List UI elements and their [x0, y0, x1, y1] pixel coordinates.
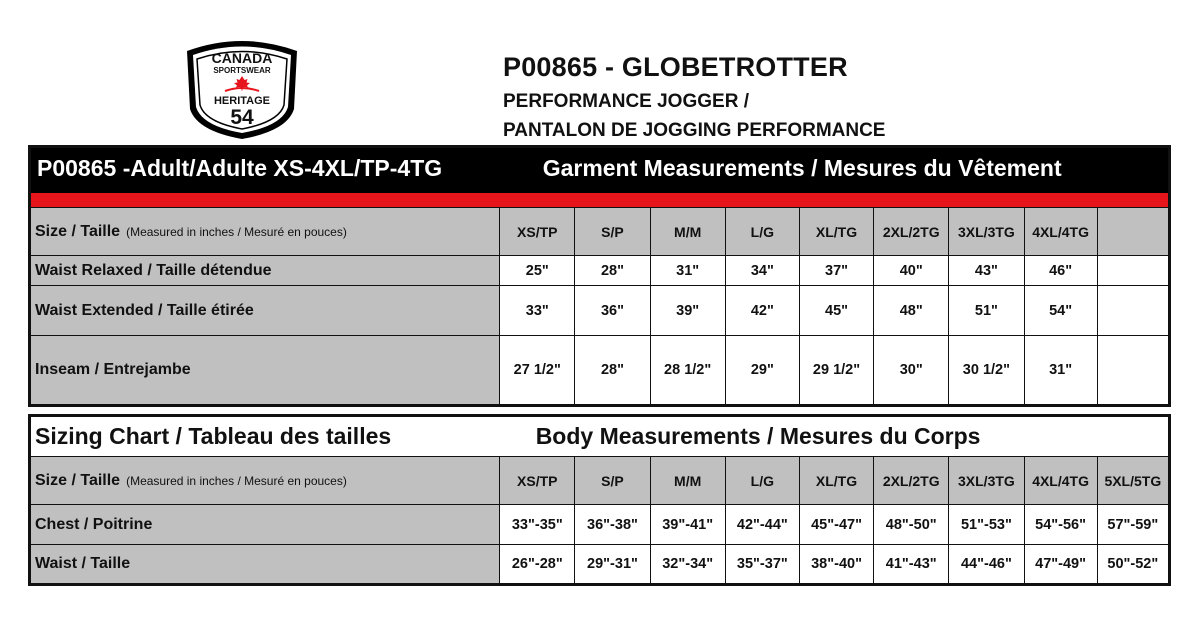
size-cell: 3XL/3TG: [949, 457, 1024, 505]
table-row: [30, 336, 1170, 406]
heritage-54-badge: [181, 37, 303, 141]
value-cell: 29"-31": [575, 545, 650, 585]
table-row: [30, 256, 1170, 286]
garment-table-header: [30, 147, 1170, 190]
red-accent-bar: [30, 193, 1170, 208]
value-cell: [1097, 336, 1169, 406]
value-cell: 51"-53": [949, 505, 1024, 545]
value-cell: 57"-59": [1097, 505, 1169, 545]
size-label: Size / Taille (Measured in inches / Mesuré en pouces): [30, 208, 500, 256]
size-header-row: [30, 208, 1170, 256]
value-cell: 29 1/2": [799, 336, 873, 406]
row-label: Chest / Poitrine: [30, 505, 500, 545]
value-cell: 25": [500, 256, 575, 286]
value-cell: 48": [874, 286, 949, 336]
value-cell: 31": [650, 256, 725, 286]
value-cell: 36"-38": [575, 505, 650, 545]
size-cell: [1097, 208, 1169, 256]
value-cell: 30 1/2": [949, 336, 1024, 406]
product-subtitle-fr: PANTALON DE JOGGING PERFORMANCE: [503, 120, 886, 141]
svg-text:SPORTSWEAR: SPORTSWEAR: [213, 66, 271, 75]
body-measurements-table: [28, 414, 1171, 586]
size-cell: 4XL/4TG: [1024, 208, 1097, 256]
value-cell: 34": [725, 256, 799, 286]
size-unit-note: (Measured in inches / Mesuré en pouces): [126, 224, 347, 239]
value-cell: 28": [575, 336, 650, 406]
value-cell: 38"-40": [799, 545, 873, 585]
value-cell: 27 1/2": [500, 336, 575, 406]
value-cell: 28 1/2": [650, 336, 725, 406]
size-cell: XS/TP: [500, 457, 575, 505]
row-label: Waist / Taille: [30, 545, 500, 585]
value-cell: 46": [1024, 256, 1097, 286]
size-cell: S/P: [575, 457, 650, 505]
row-label: Waist Relaxed / Taille détendue: [30, 256, 500, 286]
product-subtitle-en: PERFORMANCE JOGGER /: [503, 91, 749, 112]
body-measurements-title: Body Measurements / Mesures du Corps: [500, 416, 1170, 457]
size-cell: L/G: [725, 208, 799, 256]
table-row: [30, 545, 1170, 585]
garment-measurements-title: Garment Measurements / Mesures du Vêtement: [500, 147, 1170, 190]
value-cell: 39"-41": [650, 505, 725, 545]
value-cell: 45": [799, 286, 873, 336]
value-cell: 33": [500, 286, 575, 336]
value-cell: 35"-37": [725, 545, 799, 585]
sizing-chart-title: Sizing Chart / Tableau des tailles: [30, 416, 500, 457]
value-cell: [1097, 256, 1169, 286]
size-cell: 5XL/5TG: [1097, 457, 1169, 505]
size-cell: 2XL/2TG: [874, 208, 949, 256]
size-label: Size / Taille (Measured in inches / Mesuré en pouces): [30, 457, 500, 505]
svg-text:CANADA: CANADA: [211, 50, 273, 66]
size-cell: XL/TG: [799, 457, 873, 505]
value-cell: 42"-44": [725, 505, 799, 545]
garment-measurements-table: [28, 145, 1171, 407]
value-cell: 54"-56": [1024, 505, 1097, 545]
size-header-row: [30, 457, 1170, 505]
svg-text:54: 54: [230, 106, 254, 129]
value-cell: 43": [949, 256, 1024, 286]
value-cell: [1097, 286, 1169, 336]
value-cell: 39": [650, 286, 725, 336]
value-cell: 32"-34": [650, 545, 725, 585]
body-table-header: [30, 416, 1170, 457]
value-cell: 47"-49": [1024, 545, 1097, 585]
value-cell: 37": [799, 256, 873, 286]
value-cell: 50"-52": [1097, 545, 1169, 585]
value-cell: 48"-50": [874, 505, 949, 545]
product-title: P00865 - GLOBETROTTER: [503, 52, 848, 82]
size-cell: S/P: [575, 208, 650, 256]
size-unit-note: (Measured in inches / Mesuré en pouces): [126, 473, 347, 488]
value-cell: 45"-47": [799, 505, 873, 545]
table-row: [30, 286, 1170, 336]
size-cell: 2XL/2TG: [874, 457, 949, 505]
value-cell: 26"-28": [500, 545, 575, 585]
table-row: [30, 505, 1170, 545]
value-cell: 36": [575, 286, 650, 336]
value-cell: 42": [725, 286, 799, 336]
value-cell: 51": [949, 286, 1024, 336]
size-cell: 4XL/4TG: [1024, 457, 1097, 505]
svg-text:HERITAGE: HERITAGE: [213, 95, 271, 107]
size-cell: L/G: [725, 457, 799, 505]
size-cell: XS/TP: [500, 208, 575, 256]
size-cell: 3XL/3TG: [949, 208, 1024, 256]
size-cell: M/M: [650, 457, 725, 505]
brand-logo: [181, 37, 303, 141]
value-cell: 41"-43": [874, 545, 949, 585]
value-cell: 29": [725, 336, 799, 406]
value-cell: 54": [1024, 286, 1097, 336]
product-size-range: P00865 -Adult/Adulte XS-4XL/TP-4TG: [30, 147, 500, 190]
value-cell: 40": [874, 256, 949, 286]
size-cell: XL/TG: [799, 208, 873, 256]
row-label: Waist Extended / Taille étirée: [30, 286, 500, 336]
value-cell: 33"-35": [500, 505, 575, 545]
value-cell: 28": [575, 256, 650, 286]
value-cell: 31": [1024, 336, 1097, 406]
size-cell: M/M: [650, 208, 725, 256]
value-cell: 30": [874, 336, 949, 406]
value-cell: 44"-46": [949, 545, 1024, 585]
row-label: Inseam / Entrejambe: [30, 336, 500, 406]
